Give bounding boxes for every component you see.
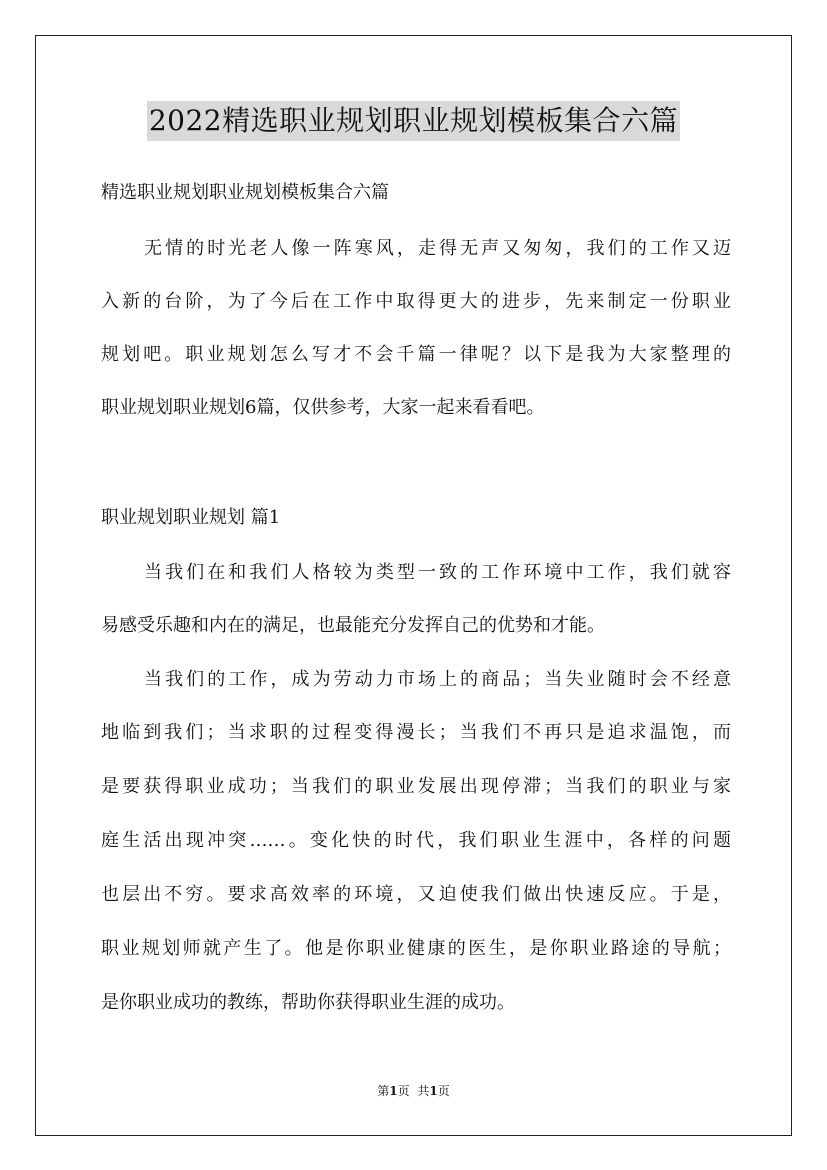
intro-line: 职业规划职业规划6篇，仅供参考，大家一起来看看吧。 [101,397,545,418]
document-subtitle: 精选职业规划职业规划模板集合六篇 [101,182,389,203]
footer-total-prefix: 共 [417,1084,430,1098]
paragraph-line: 易感受乐趣和内在的满足，也最能充分发挥自己的优势和才能。 [101,615,605,636]
page-footer [0,1083,827,1099]
document-title: 2022精选职业规划职业规划模板集合六篇 [147,101,680,141]
footer-page-suffix: 页 [397,1084,410,1098]
paragraph-line: 当我们的工作，成为劳动力市场上的商品；当失业随时会不经意 [144,669,731,690]
intro-line: 入新的台阶，为了今后在工作中取得更大的进步，先来制定一份职业 [101,291,731,312]
intro-line: 规划吧。职业规划怎么写才不会千篇一律呢？以下是我为大家整理的 [101,344,731,365]
paragraph-line: 是你职业成功的教练，帮助你获得职业生涯的成功。 [101,992,515,1013]
title-container [0,101,827,141]
paragraph-line: 地临到我们；当求职的过程变得漫长；当我们不再只是追求温饱，而 [101,722,731,743]
paragraph-line: 也层出不穷。要求高效率的环境，又迫使我们做出快速反应。于是， [101,884,731,905]
footer-total-suffix: 页 [437,1084,450,1098]
paragraph-line: 庭生活出现冲突……。变化快的时代，我们职业生涯中，各样的问题 [101,830,731,851]
paragraph-line: 当我们在和我们人格较为类型一致的工作环境中工作，我们就容 [144,562,731,583]
intro-line: 无情的时光老人像一阵寒风，走得无声又匆匆，我们的工作又迈 [144,238,731,259]
paragraph-line: 是要获得职业成功；当我们的职业发展出现停滞；当我们的职业与家 [101,776,731,797]
footer-total-pages: 1 [429,1084,438,1098]
footer-page-prefix: 第 [377,1084,390,1098]
section-heading: 职业规划职业规划 篇1 [101,507,281,528]
footer-page-number: 1 [389,1084,398,1098]
paragraph-line: 职业规划师就产生了。他是你职业健康的医生，是你职业路途的导航； [101,938,731,959]
